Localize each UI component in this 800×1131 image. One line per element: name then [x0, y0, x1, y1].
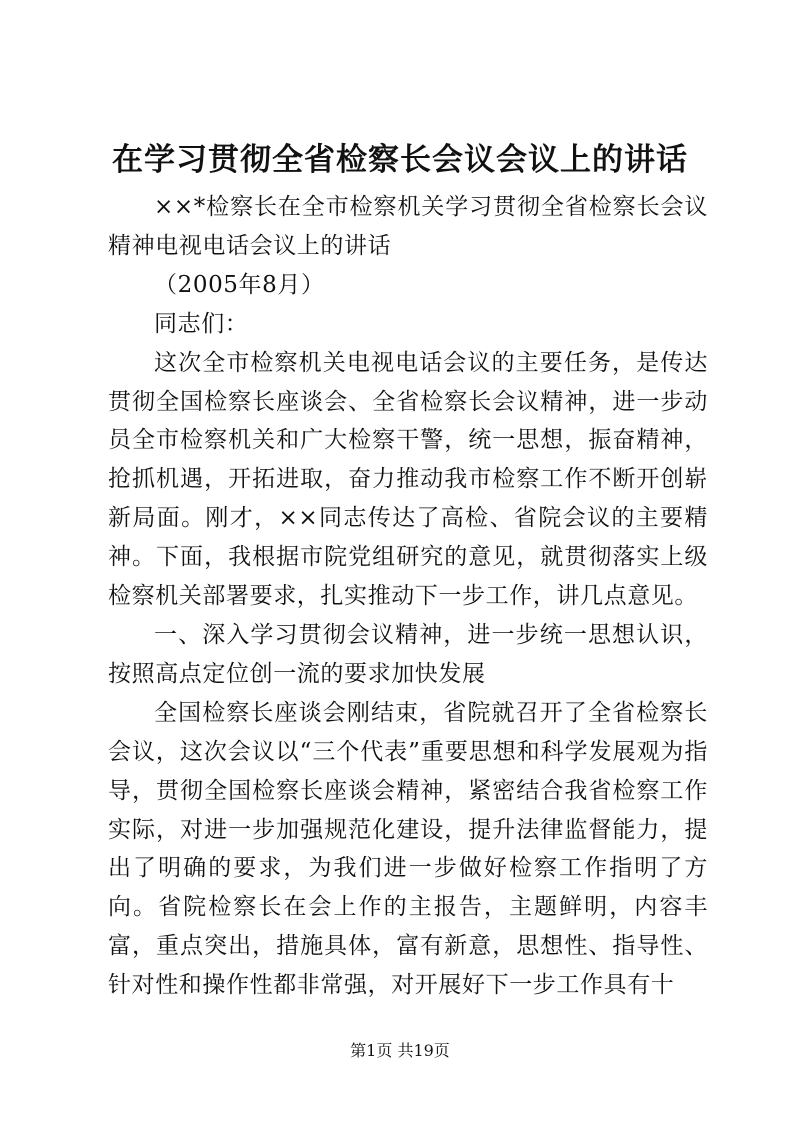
- speaker-line: ××*检察长在全市检察机关学习贯彻全省检察长会议精神电视电话会议上的讲话: [108, 194, 708, 259]
- body-paragraph: 这次全市检察机关电视电话会议的主要任务，是传达贯彻全国检察长座谈会、全省检察长会议精神，进一步动员全市检察机关和广大检察干警，统一思想，振奋精神，抢抓机遇，开拓进取，奋力推动我市检察工作不断开创崭新局面。刚才，××同志传达了高检、省院会议的主要精神。下面，我根据市院党组研究的意见，就贯彻落实上级检察机关部署要求，扎实推动下一步工作，讲几点意见。: [108, 349, 708, 610]
- salutation: 同志们：: [154, 310, 249, 337]
- body-paragraph: 全国检察长座谈会刚结束，省院就召开了全省检察长会议，这次会议以“三个代表”重要思想和科学发展观为指导，贯彻全国检察长座谈会精神，紧密结合我省检察工作实际，对进一步加强规范化建设，提升法律监督能力，提出了明确的要求，为我们进一步做好检察工作指明了方向。省院检察长在会上作的主报告，主题鲜明，内容丰富，重点突出，措施具体，富有新意，思想性、指导性、针对性和操作性都非常强，对开展好下一步工作具有十: [108, 699, 708, 999]
- document-title: 在学习贯彻全省检察长会议会议上的讲话: [112, 142, 688, 178]
- date-line: （2005年8月）: [154, 271, 325, 298]
- document-body: [108, 188, 708, 1005]
- page-number-footer: 第1页 共19页: [350, 1041, 450, 1060]
- section-heading: 一、深入学习贯彻会议精神，进一步统一思想认识，按照高点定位创一流的要求加快发展: [108, 621, 708, 687]
